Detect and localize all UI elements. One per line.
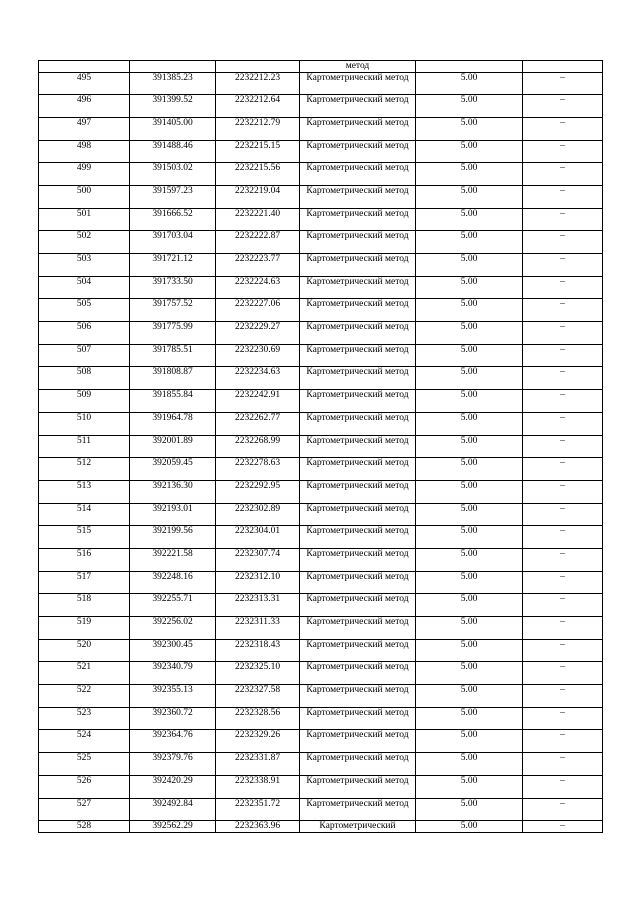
y-coordinate-cell: 2232313.31 — [216, 594, 300, 617]
y-coordinate-cell: 2232234.63 — [216, 367, 300, 390]
table-row — [39, 639, 603, 662]
y-coordinate-cell: 2232224.63 — [216, 276, 300, 299]
point-number-cell: 528 — [39, 821, 130, 833]
note-cell: – — [523, 163, 603, 186]
coordinates-table — [38, 60, 603, 833]
y-coordinate-cell: 2232242.91 — [216, 390, 300, 413]
method-cell: Картометрический метод — [300, 571, 416, 594]
x-coordinate-cell: 392255.71 — [130, 594, 216, 617]
point-number-cell: 504 — [39, 276, 130, 299]
point-number-cell: 499 — [39, 163, 130, 186]
table-row — [39, 821, 603, 833]
x-coordinate-cell: 392355.13 — [130, 685, 216, 708]
x-coordinate-cell: 391488.46 — [130, 140, 216, 163]
note-cell: – — [523, 571, 603, 594]
note-cell: – — [523, 254, 603, 277]
point-number-cell: 521 — [39, 662, 130, 685]
method-cell: Картометрический метод — [300, 72, 416, 95]
x-coordinate-cell: 392256.02 — [130, 617, 216, 640]
table-row — [39, 458, 603, 481]
method-cell: Картометрический метод — [300, 458, 416, 481]
method-cell: Картометрический — [300, 821, 416, 833]
point-number-cell: 495 — [39, 72, 130, 95]
accuracy-cell: 5.00 — [416, 412, 523, 435]
method-cell: Картометрический метод — [300, 685, 416, 708]
table-row — [39, 775, 603, 798]
x-coordinate-cell: 391503.02 — [130, 163, 216, 186]
table-row — [39, 322, 603, 345]
x-coordinate-cell: 391405.00 — [130, 117, 216, 140]
note-cell: – — [523, 503, 603, 526]
x-coordinate-cell: 392199.56 — [130, 526, 216, 549]
y-coordinate-cell: 2232312.10 — [216, 571, 300, 594]
point-number-cell: 506 — [39, 322, 130, 345]
point-number-cell: 519 — [39, 617, 130, 640]
x-coordinate-cell: 391964.78 — [130, 412, 216, 435]
accuracy-cell: 5.00 — [416, 753, 523, 776]
method-cell: Картометрический метод — [300, 208, 416, 231]
note-cell: – — [523, 730, 603, 753]
method-continuation: метод — [300, 61, 416, 73]
x-coordinate-cell: 392492.84 — [130, 798, 216, 821]
point-number-cell: 520 — [39, 639, 130, 662]
y-coordinate-cell: 2232229.27 — [216, 322, 300, 345]
note-cell: – — [523, 185, 603, 208]
note-cell: – — [523, 72, 603, 95]
table-row — [39, 571, 603, 594]
method-cell: Картометрический метод — [300, 231, 416, 254]
point-number-cell: 515 — [39, 526, 130, 549]
point-number-cell: 523 — [39, 707, 130, 730]
note-cell: – — [523, 231, 603, 254]
accuracy-cell: 5.00 — [416, 458, 523, 481]
y-coordinate-cell: 2232307.74 — [216, 548, 300, 571]
point-number-cell: 502 — [39, 231, 130, 254]
cell-empty — [523, 61, 603, 73]
method-cell: Картометрический метод — [300, 367, 416, 390]
x-coordinate-cell: 392300.45 — [130, 639, 216, 662]
accuracy-cell: 5.00 — [416, 117, 523, 140]
x-coordinate-cell: 392364.76 — [130, 730, 216, 753]
table-row — [39, 412, 603, 435]
y-coordinate-cell: 2232212.79 — [216, 117, 300, 140]
y-coordinate-cell: 2232325.10 — [216, 662, 300, 685]
point-number-cell: 518 — [39, 594, 130, 617]
note-cell: – — [523, 95, 603, 118]
point-number-cell: 500 — [39, 185, 130, 208]
method-cell: Картометрический метод — [300, 412, 416, 435]
table-row — [39, 390, 603, 413]
y-coordinate-cell: 2232212.23 — [216, 72, 300, 95]
table-row — [39, 299, 603, 322]
x-coordinate-cell: 392379.76 — [130, 753, 216, 776]
method-cell: Картометрический метод — [300, 390, 416, 413]
table-row — [39, 72, 603, 95]
table-row — [39, 480, 603, 503]
note-cell: – — [523, 594, 603, 617]
method-cell: Картометрический метод — [300, 163, 416, 186]
table-row — [39, 344, 603, 367]
table-row — [39, 685, 603, 708]
table-row — [39, 548, 603, 571]
y-coordinate-cell: 2232268.99 — [216, 435, 300, 458]
x-coordinate-cell: 391666.52 — [130, 208, 216, 231]
accuracy-cell: 5.00 — [416, 322, 523, 345]
x-coordinate-cell: 392248.16 — [130, 571, 216, 594]
accuracy-cell: 5.00 — [416, 140, 523, 163]
method-cell: Картометрический метод — [300, 730, 416, 753]
cell-empty — [416, 61, 523, 73]
note-cell: – — [523, 390, 603, 413]
y-coordinate-cell: 2232262.77 — [216, 412, 300, 435]
point-number-cell: 505 — [39, 299, 130, 322]
y-coordinate-cell: 2232351.72 — [216, 798, 300, 821]
point-number-cell: 497 — [39, 117, 130, 140]
y-coordinate-cell: 2232318.43 — [216, 639, 300, 662]
table-row — [39, 367, 603, 390]
method-cell: Картометрический метод — [300, 299, 416, 322]
table-row — [39, 163, 603, 186]
accuracy-cell: 5.00 — [416, 775, 523, 798]
point-number-cell: 524 — [39, 730, 130, 753]
y-coordinate-cell: 2232328.56 — [216, 707, 300, 730]
accuracy-cell: 5.00 — [416, 480, 523, 503]
note-cell: – — [523, 117, 603, 140]
x-coordinate-cell: 391703.04 — [130, 231, 216, 254]
y-coordinate-cell: 2232331.87 — [216, 753, 300, 776]
method-cell: Картометрический метод — [300, 707, 416, 730]
point-number-cell: 512 — [39, 458, 130, 481]
table-row — [39, 730, 603, 753]
note-cell: – — [523, 208, 603, 231]
point-number-cell: 513 — [39, 480, 130, 503]
y-coordinate-cell: 2232329.26 — [216, 730, 300, 753]
x-coordinate-cell: 392360.72 — [130, 707, 216, 730]
note-cell: – — [523, 617, 603, 640]
accuracy-cell: 5.00 — [416, 72, 523, 95]
method-cell: Картометрический метод — [300, 775, 416, 798]
table-row — [39, 231, 603, 254]
table-row — [39, 276, 603, 299]
table-row — [39, 526, 603, 549]
point-number-cell: 517 — [39, 571, 130, 594]
accuracy-cell: 5.00 — [416, 367, 523, 390]
y-coordinate-cell: 2232222.87 — [216, 231, 300, 254]
accuracy-cell: 5.00 — [416, 548, 523, 571]
x-coordinate-cell: 391385.23 — [130, 72, 216, 95]
point-number-cell: 516 — [39, 548, 130, 571]
y-coordinate-cell: 2232230.69 — [216, 344, 300, 367]
accuracy-cell: 5.00 — [416, 617, 523, 640]
point-number-cell: 507 — [39, 344, 130, 367]
x-coordinate-cell: 391399.52 — [130, 95, 216, 118]
table-row — [39, 254, 603, 277]
point-number-cell: 496 — [39, 95, 130, 118]
table-row — [39, 617, 603, 640]
accuracy-cell: 5.00 — [416, 685, 523, 708]
note-cell: – — [523, 344, 603, 367]
y-coordinate-cell: 2232223.77 — [216, 254, 300, 277]
table-row — [39, 140, 603, 163]
table-row — [39, 95, 603, 118]
y-coordinate-cell: 2232219.04 — [216, 185, 300, 208]
accuracy-cell: 5.00 — [416, 571, 523, 594]
x-coordinate-cell: 392340.79 — [130, 662, 216, 685]
method-cell: Картометрический метод — [300, 95, 416, 118]
note-cell: – — [523, 753, 603, 776]
x-coordinate-cell: 391733.50 — [130, 276, 216, 299]
method-cell: Картометрический метод — [300, 639, 416, 662]
note-cell: – — [523, 276, 603, 299]
y-coordinate-cell: 2232363.96 — [216, 821, 300, 833]
y-coordinate-cell: 2232215.15 — [216, 140, 300, 163]
table-row — [39, 798, 603, 821]
method-cell: Картометрический метод — [300, 526, 416, 549]
y-coordinate-cell: 2232212.64 — [216, 95, 300, 118]
accuracy-cell: 5.00 — [416, 639, 523, 662]
method-cell: Картометрический метод — [300, 480, 416, 503]
y-coordinate-cell: 2232304.01 — [216, 526, 300, 549]
accuracy-cell: 5.00 — [416, 276, 523, 299]
note-cell: – — [523, 412, 603, 435]
method-cell: Картометрический метод — [300, 503, 416, 526]
y-coordinate-cell: 2232227.06 — [216, 299, 300, 322]
point-number-cell: 526 — [39, 775, 130, 798]
x-coordinate-cell: 391808.87 — [130, 367, 216, 390]
accuracy-cell: 5.00 — [416, 526, 523, 549]
point-number-cell: 511 — [39, 435, 130, 458]
method-cell: Картометрический метод — [300, 617, 416, 640]
note-cell: – — [523, 685, 603, 708]
accuracy-cell: 5.00 — [416, 254, 523, 277]
note-cell: – — [523, 299, 603, 322]
y-coordinate-cell: 2232221.40 — [216, 208, 300, 231]
note-cell: – — [523, 140, 603, 163]
x-coordinate-cell: 392136.30 — [130, 480, 216, 503]
note-cell: – — [523, 367, 603, 390]
point-number-cell: 508 — [39, 367, 130, 390]
x-coordinate-cell: 392059.45 — [130, 458, 216, 481]
note-cell: – — [523, 662, 603, 685]
note-cell: – — [523, 480, 603, 503]
method-cell: Картометрический метод — [300, 185, 416, 208]
note-cell: – — [523, 458, 603, 481]
point-number-cell: 498 — [39, 140, 130, 163]
table-row — [39, 707, 603, 730]
cell-empty — [216, 61, 300, 73]
method-cell: Картометрический метод — [300, 344, 416, 367]
method-cell: Картометрический метод — [300, 435, 416, 458]
accuracy-cell: 5.00 — [416, 594, 523, 617]
x-coordinate-cell: 392221.58 — [130, 548, 216, 571]
y-coordinate-cell: 2232292.95 — [216, 480, 300, 503]
accuracy-cell: 5.00 — [416, 821, 523, 833]
accuracy-cell: 5.00 — [416, 798, 523, 821]
coordinates-table-body — [39, 61, 603, 833]
accuracy-cell: 5.00 — [416, 390, 523, 413]
method-cell: Картометрический метод — [300, 798, 416, 821]
cell-empty — [130, 61, 216, 73]
point-number-cell: 525 — [39, 753, 130, 776]
y-coordinate-cell: 2232311.33 — [216, 617, 300, 640]
accuracy-cell: 5.00 — [416, 95, 523, 118]
accuracy-cell: 5.00 — [416, 299, 523, 322]
note-cell: – — [523, 798, 603, 821]
note-cell: – — [523, 821, 603, 833]
table-row — [39, 594, 603, 617]
accuracy-cell: 5.00 — [416, 730, 523, 753]
point-number-cell: 509 — [39, 390, 130, 413]
note-cell: – — [523, 707, 603, 730]
y-coordinate-cell: 2232278.63 — [216, 458, 300, 481]
accuracy-cell: 5.00 — [416, 503, 523, 526]
note-cell: – — [523, 775, 603, 798]
x-coordinate-cell: 391785.51 — [130, 344, 216, 367]
point-number-cell: 522 — [39, 685, 130, 708]
accuracy-cell: 5.00 — [416, 707, 523, 730]
x-coordinate-cell: 391775.99 — [130, 322, 216, 345]
y-coordinate-cell: 2232215.56 — [216, 163, 300, 186]
table-row — [39, 435, 603, 458]
method-cell: Картометрический метод — [300, 594, 416, 617]
table-row — [39, 662, 603, 685]
point-number-cell: 503 — [39, 254, 130, 277]
accuracy-cell: 5.00 — [416, 185, 523, 208]
method-cell: Картометрический метод — [300, 662, 416, 685]
y-coordinate-cell: 2232338.91 — [216, 775, 300, 798]
point-number-cell: 510 — [39, 412, 130, 435]
x-coordinate-cell: 392193.01 — [130, 503, 216, 526]
table-row — [39, 503, 603, 526]
continuation-row — [39, 61, 603, 73]
note-cell: – — [523, 548, 603, 571]
method-cell: Картометрический метод — [300, 276, 416, 299]
accuracy-cell: 5.00 — [416, 208, 523, 231]
cell-empty — [39, 61, 130, 73]
table-row — [39, 208, 603, 231]
x-coordinate-cell: 392420.29 — [130, 775, 216, 798]
method-cell: Картометрический метод — [300, 117, 416, 140]
note-cell: – — [523, 639, 603, 662]
point-number-cell: 501 — [39, 208, 130, 231]
x-coordinate-cell: 391855.84 — [130, 390, 216, 413]
table-row — [39, 753, 603, 776]
note-cell: – — [523, 435, 603, 458]
accuracy-cell: 5.00 — [416, 163, 523, 186]
x-coordinate-cell: 391757.52 — [130, 299, 216, 322]
point-number-cell: 514 — [39, 503, 130, 526]
accuracy-cell: 5.00 — [416, 662, 523, 685]
note-cell: – — [523, 526, 603, 549]
method-cell: Картометрический метод — [300, 753, 416, 776]
method-cell: Картометрический метод — [300, 322, 416, 345]
accuracy-cell: 5.00 — [416, 344, 523, 367]
x-coordinate-cell: 392562.29 — [130, 821, 216, 833]
y-coordinate-cell: 2232327.58 — [216, 685, 300, 708]
accuracy-cell: 5.00 — [416, 231, 523, 254]
x-coordinate-cell: 391597.23 — [130, 185, 216, 208]
table-row — [39, 117, 603, 140]
table-row — [39, 185, 603, 208]
y-coordinate-cell: 2232302.89 — [216, 503, 300, 526]
method-cell: Картометрический метод — [300, 548, 416, 571]
method-cell: Картометрический метод — [300, 140, 416, 163]
note-cell: – — [523, 322, 603, 345]
x-coordinate-cell: 391721.12 — [130, 254, 216, 277]
accuracy-cell: 5.00 — [416, 435, 523, 458]
method-cell: Картометрический метод — [300, 254, 416, 277]
point-number-cell: 527 — [39, 798, 130, 821]
x-coordinate-cell: 392001.89 — [130, 435, 216, 458]
